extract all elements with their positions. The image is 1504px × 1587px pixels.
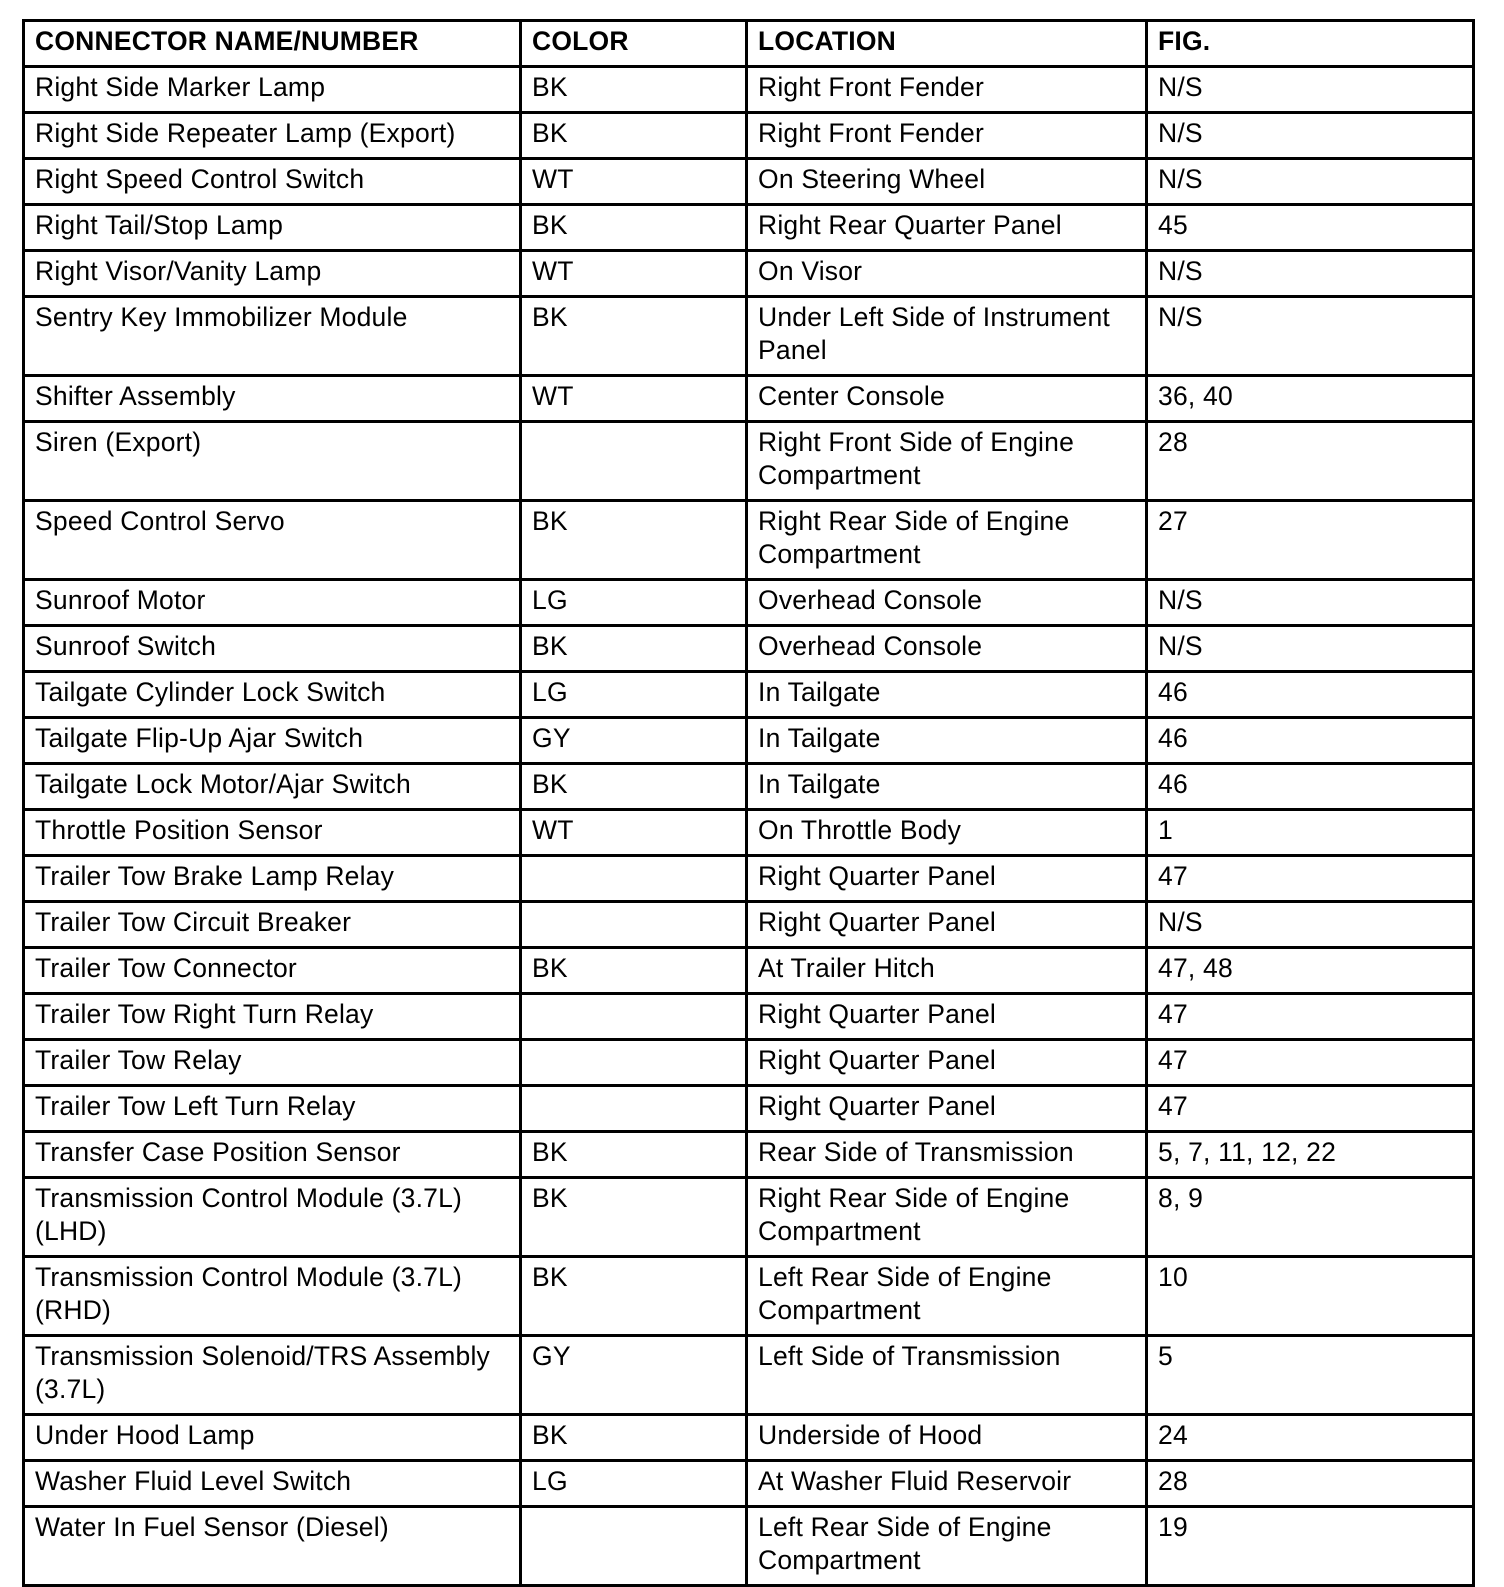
cell-location: On Steering Wheel bbox=[747, 159, 1147, 205]
cell-fig: 36, 40 bbox=[1147, 376, 1474, 422]
cell-location: At Trailer Hitch bbox=[747, 948, 1147, 994]
cell-connector-name: Sunroof Motor bbox=[24, 580, 521, 626]
cell-location: Left Side of Transmission bbox=[747, 1336, 1147, 1415]
connector-location-table bbox=[22, 19, 1475, 1587]
table-row bbox=[24, 1178, 1474, 1257]
table-row bbox=[24, 1415, 1474, 1461]
cell-connector-name: Throttle Position Sensor bbox=[24, 810, 521, 856]
cell-location: Overhead Console bbox=[747, 580, 1147, 626]
table-row bbox=[24, 1257, 1474, 1336]
table-row bbox=[24, 501, 1474, 580]
table-row bbox=[24, 1336, 1474, 1415]
cell-connector-name: Right Speed Control Switch bbox=[24, 159, 521, 205]
cell-connector-name: Right Side Marker Lamp bbox=[24, 67, 521, 113]
table-row bbox=[24, 994, 1474, 1040]
cell-location: In Tailgate bbox=[747, 764, 1147, 810]
cell-connector-name: Tailgate Cylinder Lock Switch bbox=[24, 672, 521, 718]
cell-connector-name: Sunroof Switch bbox=[24, 626, 521, 672]
cell-location: At Washer Fluid Reservoir bbox=[747, 1461, 1147, 1507]
cell-fig: 5 bbox=[1147, 1336, 1474, 1415]
cell-color: GY bbox=[521, 718, 747, 764]
cell-connector-name: Right Side Repeater Lamp (Export) bbox=[24, 113, 521, 159]
cell-connector-name: Speed Control Servo bbox=[24, 501, 521, 580]
cell-connector-name: Water In Fuel Sensor (Diesel) bbox=[24, 1507, 521, 1586]
table-row bbox=[24, 764, 1474, 810]
cell-color: BK bbox=[521, 1178, 747, 1257]
table-row bbox=[24, 626, 1474, 672]
cell-color: WT bbox=[521, 810, 747, 856]
cell-fig: 45 bbox=[1147, 205, 1474, 251]
cell-connector-name: Siren (Export) bbox=[24, 422, 521, 501]
cell-location: On Throttle Body bbox=[747, 810, 1147, 856]
table-row bbox=[24, 251, 1474, 297]
header-connector-name: CONNECTOR NAME/NUMBER bbox=[24, 21, 521, 67]
cell-fig: 47 bbox=[1147, 856, 1474, 902]
cell-location: Right Quarter Panel bbox=[747, 1040, 1147, 1086]
header-location: LOCATION bbox=[747, 21, 1147, 67]
cell-location: Underside of Hood bbox=[747, 1415, 1147, 1461]
cell-connector-name: Shifter Assembly bbox=[24, 376, 521, 422]
table-body bbox=[24, 67, 1474, 1586]
cell-location: Right Quarter Panel bbox=[747, 902, 1147, 948]
cell-location: Under Left Side of Instrument Panel bbox=[747, 297, 1147, 376]
cell-connector-name: Right Visor/Vanity Lamp bbox=[24, 251, 521, 297]
cell-color: BK bbox=[521, 501, 747, 580]
cell-color: BK bbox=[521, 205, 747, 251]
cell-fig: 47 bbox=[1147, 1040, 1474, 1086]
table-row bbox=[24, 948, 1474, 994]
cell-color: BK bbox=[521, 948, 747, 994]
table-row bbox=[24, 902, 1474, 948]
cell-connector-name: Trailer Tow Left Turn Relay bbox=[24, 1086, 521, 1132]
cell-location: Right Quarter Panel bbox=[747, 1086, 1147, 1132]
header-fig: FIG. bbox=[1147, 21, 1474, 67]
cell-location: Right Front Fender bbox=[747, 67, 1147, 113]
cell-connector-name: Trailer Tow Relay bbox=[24, 1040, 521, 1086]
cell-fig: 47, 48 bbox=[1147, 948, 1474, 994]
connector-table-container bbox=[22, 19, 1472, 1587]
table-row bbox=[24, 1086, 1474, 1132]
cell-location: Left Rear Side of Engine Compartment bbox=[747, 1507, 1147, 1586]
cell-color bbox=[521, 422, 747, 501]
cell-color: LG bbox=[521, 672, 747, 718]
table-row bbox=[24, 67, 1474, 113]
table-row bbox=[24, 718, 1474, 764]
cell-location: Center Console bbox=[747, 376, 1147, 422]
cell-color: BK bbox=[521, 1132, 747, 1178]
cell-fig: N/S bbox=[1147, 297, 1474, 376]
cell-color: WT bbox=[521, 376, 747, 422]
cell-fig: 8, 9 bbox=[1147, 1178, 1474, 1257]
cell-location: Rear Side of Transmission bbox=[747, 1132, 1147, 1178]
cell-connector-name: Washer Fluid Level Switch bbox=[24, 1461, 521, 1507]
table-row bbox=[24, 205, 1474, 251]
cell-connector-name: Transmission Solenoid/TRS Assembly (3.7L) bbox=[24, 1336, 521, 1415]
table-row bbox=[24, 856, 1474, 902]
table-row bbox=[24, 113, 1474, 159]
cell-fig: 5, 7, 11, 12, 22 bbox=[1147, 1132, 1474, 1178]
cell-color: BK bbox=[521, 67, 747, 113]
table-row bbox=[24, 1132, 1474, 1178]
cell-color: BK bbox=[521, 764, 747, 810]
table-row bbox=[24, 580, 1474, 626]
cell-fig: 47 bbox=[1147, 994, 1474, 1040]
header-color: COLOR bbox=[521, 21, 747, 67]
cell-fig: 28 bbox=[1147, 1461, 1474, 1507]
cell-color: BK bbox=[521, 113, 747, 159]
cell-connector-name: Trailer Tow Connector bbox=[24, 948, 521, 994]
cell-color bbox=[521, 994, 747, 1040]
cell-color bbox=[521, 1086, 747, 1132]
cell-color bbox=[521, 902, 747, 948]
cell-fig: N/S bbox=[1147, 113, 1474, 159]
cell-fig: 46 bbox=[1147, 718, 1474, 764]
cell-fig: 28 bbox=[1147, 422, 1474, 501]
cell-connector-name: Trailer Tow Brake Lamp Relay bbox=[24, 856, 521, 902]
cell-location: On Visor bbox=[747, 251, 1147, 297]
cell-color: BK bbox=[521, 1415, 747, 1461]
cell-fig: 27 bbox=[1147, 501, 1474, 580]
cell-connector-name: Right Tail/Stop Lamp bbox=[24, 205, 521, 251]
cell-location: Overhead Console bbox=[747, 626, 1147, 672]
table-row bbox=[24, 1507, 1474, 1586]
cell-fig: N/S bbox=[1147, 251, 1474, 297]
cell-color: BK bbox=[521, 626, 747, 672]
cell-location: In Tailgate bbox=[747, 718, 1147, 764]
cell-location: Right Front Side of Engine Compartment bbox=[747, 422, 1147, 501]
cell-fig: 10 bbox=[1147, 1257, 1474, 1336]
table-header-row bbox=[24, 21, 1474, 67]
cell-fig: N/S bbox=[1147, 580, 1474, 626]
cell-connector-name: Tailgate Lock Motor/Ajar Switch bbox=[24, 764, 521, 810]
cell-fig: N/S bbox=[1147, 67, 1474, 113]
cell-location: Right Rear Quarter Panel bbox=[747, 205, 1147, 251]
table-row bbox=[24, 376, 1474, 422]
cell-fig: 1 bbox=[1147, 810, 1474, 856]
cell-color: GY bbox=[521, 1336, 747, 1415]
cell-color bbox=[521, 1507, 747, 1586]
cell-location: Left Rear Side of Engine Compartment bbox=[747, 1257, 1147, 1336]
cell-connector-name: Tailgate Flip-Up Ajar Switch bbox=[24, 718, 521, 764]
cell-location: Right Quarter Panel bbox=[747, 994, 1147, 1040]
cell-connector-name: Sentry Key Immobilizer Module bbox=[24, 297, 521, 376]
cell-fig: N/S bbox=[1147, 159, 1474, 205]
cell-color: WT bbox=[521, 159, 747, 205]
cell-color bbox=[521, 1040, 747, 1086]
cell-fig: 46 bbox=[1147, 672, 1474, 718]
cell-fig: 47 bbox=[1147, 1086, 1474, 1132]
cell-color: LG bbox=[521, 580, 747, 626]
cell-color: WT bbox=[521, 251, 747, 297]
cell-location: Right Rear Side of Engine Compartment bbox=[747, 1178, 1147, 1257]
cell-color: BK bbox=[521, 1257, 747, 1336]
table-row bbox=[24, 159, 1474, 205]
cell-fig: 24 bbox=[1147, 1415, 1474, 1461]
cell-connector-name: Trailer Tow Right Turn Relay bbox=[24, 994, 521, 1040]
cell-connector-name: Transmission Control Module (3.7L) (LHD) bbox=[24, 1178, 521, 1257]
table-row bbox=[24, 810, 1474, 856]
table-row bbox=[24, 422, 1474, 501]
cell-fig: N/S bbox=[1147, 626, 1474, 672]
table-row bbox=[24, 1040, 1474, 1086]
cell-color: LG bbox=[521, 1461, 747, 1507]
cell-fig: 19 bbox=[1147, 1507, 1474, 1586]
cell-color: BK bbox=[521, 297, 747, 376]
cell-fig: 46 bbox=[1147, 764, 1474, 810]
table-row bbox=[24, 672, 1474, 718]
cell-location: In Tailgate bbox=[747, 672, 1147, 718]
table-row bbox=[24, 297, 1474, 376]
cell-color bbox=[521, 856, 747, 902]
cell-location: Right Front Fender bbox=[747, 113, 1147, 159]
cell-location: Right Quarter Panel bbox=[747, 856, 1147, 902]
table-row bbox=[24, 1461, 1474, 1507]
cell-location: Right Rear Side of Engine Compartment bbox=[747, 501, 1147, 580]
cell-fig: N/S bbox=[1147, 902, 1474, 948]
cell-connector-name: Transfer Case Position Sensor bbox=[24, 1132, 521, 1178]
cell-connector-name: Trailer Tow Circuit Breaker bbox=[24, 902, 521, 948]
cell-connector-name: Transmission Control Module (3.7L) (RHD) bbox=[24, 1257, 521, 1336]
cell-connector-name: Under Hood Lamp bbox=[24, 1415, 521, 1461]
